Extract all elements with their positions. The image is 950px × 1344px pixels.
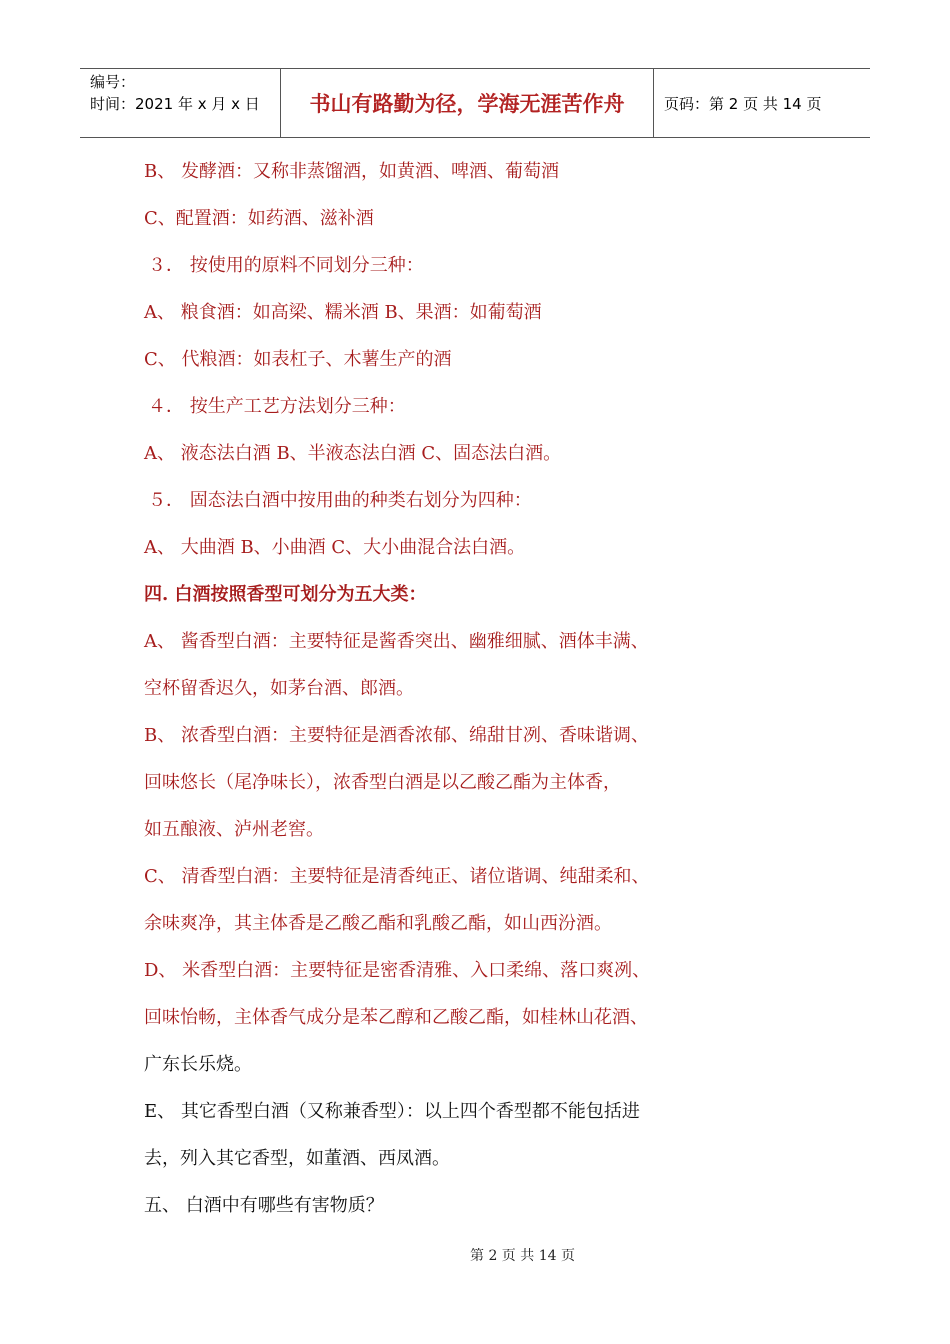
text-line: A、 粮食酒：如高梁、糯米酒 B、果酒：如葡萄酒 — [144, 302, 542, 323]
text-line: 空杯留香迟久，如茅台酒、郎酒。 — [144, 678, 414, 699]
text-line: C、 代粮酒：如表杠子、木薯生产的酒 — [144, 349, 452, 370]
header-motto: 书山有路勤为径，学海无涯苦作舟 — [281, 69, 654, 137]
page-footer: 第 2 页 共 14 页 — [470, 1248, 575, 1264]
text-line: C、 清香型白酒：主要特征是清香纯正、诸位谐调、纯甜柔和、 — [144, 866, 650, 887]
page-header — [80, 68, 870, 138]
section-heading: 四. 白酒按照香型可划分为五大类： — [144, 584, 427, 605]
text-line: 广东长乐烧。 — [144, 1054, 252, 1075]
text-line: ５． 固态法白酒中按用曲的种类右划分为四种： — [148, 490, 532, 511]
document-body — [144, 152, 704, 1233]
text-line: C、配置酒：如药酒、滋补酒 — [144, 208, 374, 229]
text-line: 回味怡畅，主体香气成分是苯乙醇和乙酸乙酯，如桂林山花酒、 — [144, 1007, 648, 1028]
text-line: 如五酿液、泸州老窖。 — [144, 819, 324, 840]
text-line: 回味悠长（尾净味长），浓香型白酒是以乙酸乙酯为主体香， — [144, 772, 621, 793]
text-line: B、 发酵酒：又称非蒸馏酒，如黄酒、啤酒、葡萄酒 — [144, 161, 559, 182]
document-time-label: 时间：2021 年 x 月 x 日 — [90, 95, 260, 113]
text-line: A、 大曲酒 B、小曲酒 C、大小曲混合法白酒。 — [144, 537, 526, 558]
text-line: D、 米香型白酒：主要特征是密香清雅、入口柔绵、落口爽冽、 — [144, 960, 651, 981]
text-line: B、 浓香型白酒：主要特征是酒香浓郁、绵甜甘冽、香味谐调、 — [144, 725, 649, 746]
text-line: ３． 按使用的原料不同划分三种： — [148, 255, 424, 276]
text-line: E、 其它香型白酒（又称兼香型）：以上四个香型都不能包括进 — [144, 1101, 640, 1122]
header-page-info: 页码：第 2 页 共 14 页 — [664, 94, 822, 113]
text-line: 去，列入其它香型，如董酒、西凤酒。 — [144, 1148, 450, 1169]
header-meta — [80, 69, 281, 137]
text-line: 五、 白酒中有哪些有害物质？ — [144, 1195, 384, 1216]
document-number-label: 编号： — [90, 73, 136, 91]
text-line: A、 液态法白酒 B、半液态法白酒 C、固态法白酒。 — [144, 443, 562, 464]
text-line: 余味爽净，其主体香是乙酸乙酯和乳酸乙酯，如山西汾酒。 — [144, 913, 612, 934]
text-line: ４． 按生产工艺方法划分三种： — [148, 396, 406, 417]
text-line: A、 酱香型白酒：主要特征是酱香突出、幽雅细腻、酒体丰满、 — [144, 631, 649, 652]
